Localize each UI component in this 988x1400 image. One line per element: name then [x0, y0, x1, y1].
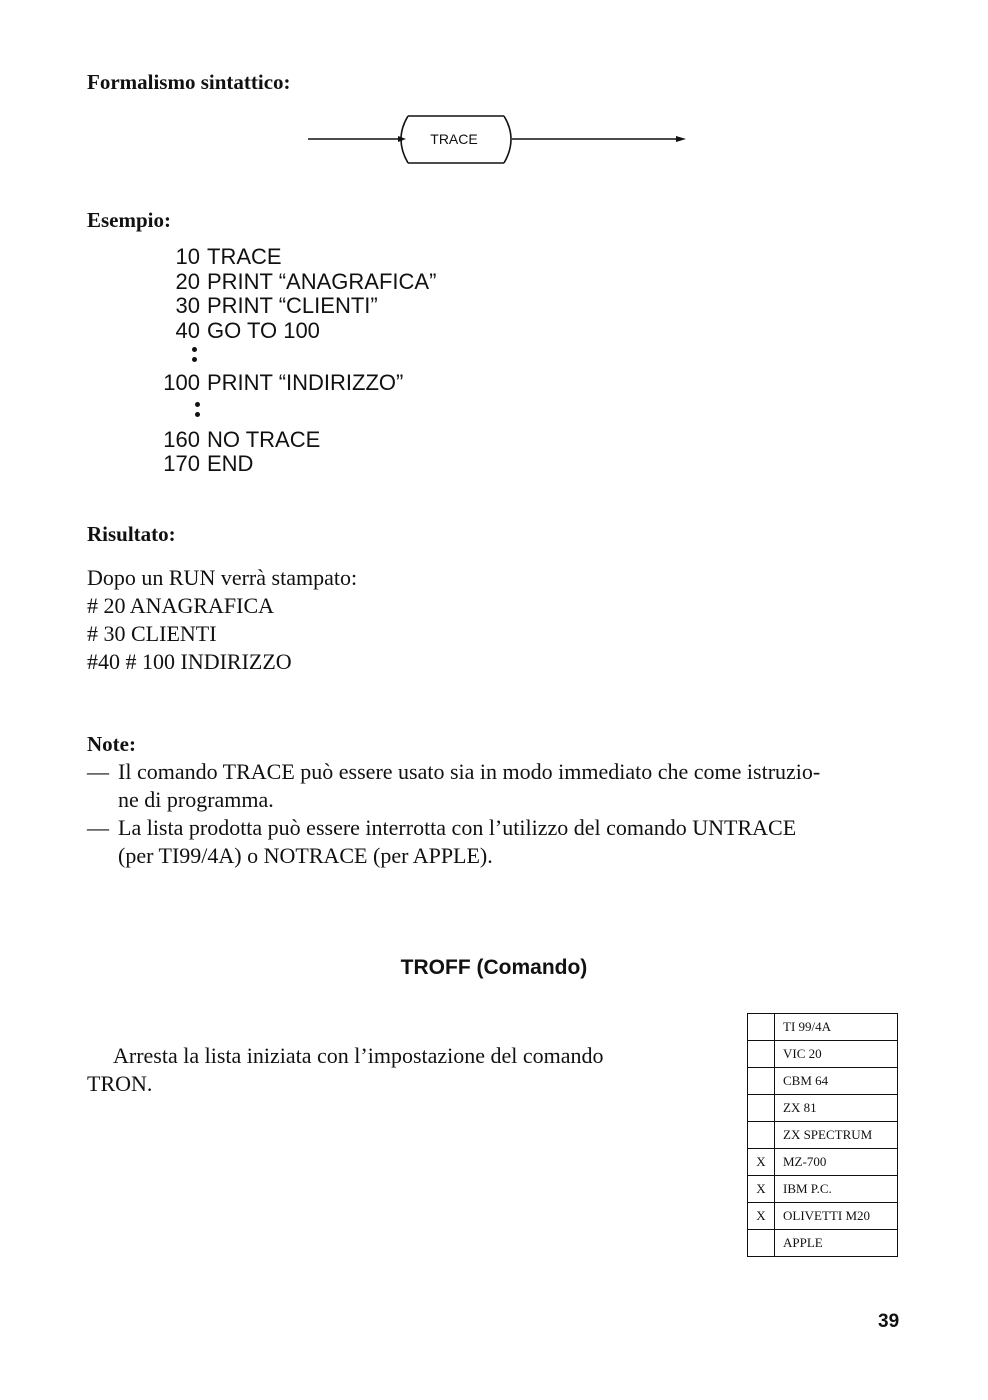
compat-mark [748, 1230, 775, 1257]
table-row [748, 1068, 898, 1095]
result-line: # 20 ANAGRAFICA [87, 593, 275, 618]
section-title: TROFF (Comando) [400, 956, 588, 979]
note-dash: — [87, 759, 109, 784]
table-row [748, 1203, 898, 1230]
compat-mark [748, 1014, 775, 1041]
code-line-text: PRINT “INDIRIZZO” [207, 370, 404, 395]
table-row [748, 1041, 898, 1068]
note-text-cont: ne di programma. [118, 787, 274, 812]
syntax-diagram [300, 112, 700, 168]
code-line-number: 20 [175, 268, 200, 294]
compat-computer: MZ-700 [775, 1149, 898, 1176]
code-line-number: 40 [175, 317, 200, 343]
notes-heading: Note: [87, 732, 136, 756]
result-line: Dopo un RUN verrà stampato: [87, 565, 358, 590]
code-line-number: 30 [175, 293, 200, 318]
code-line-number: 10 [175, 244, 200, 269]
troff-description [87, 1042, 604, 1098]
note-text: La lista prodotta può essere interrotta con l’utilizzo del comando UNTRACE [118, 815, 797, 840]
code-line-number: 170 [163, 451, 200, 476]
note-dash: — [87, 815, 109, 840]
note-item [87, 814, 907, 870]
code-line [160, 294, 436, 319]
compat-computer: VIC 20 [775, 1041, 898, 1068]
troff-desc-line: TRON. [87, 1071, 153, 1096]
note-item [87, 758, 907, 814]
compat-mark: X [748, 1176, 775, 1203]
compat-mark: X [748, 1149, 775, 1176]
compat-mark: X [748, 1203, 775, 1230]
compat-computer: OLIVETTI M20 [775, 1203, 898, 1230]
compat-computer: APPLE [775, 1230, 898, 1257]
code-line [160, 270, 436, 295]
compat-computer: IBM P.C. [775, 1176, 898, 1203]
compat-computer: ZX SPECTRUM [775, 1122, 898, 1149]
compat-mark [748, 1122, 775, 1149]
code-line-text: PRINT “ANAGRAFICA” [207, 268, 437, 294]
result-output [87, 564, 357, 676]
diagram-arrow-out [676, 136, 686, 142]
example-heading: Esempio: [87, 208, 171, 232]
compat-mark [748, 1095, 775, 1122]
result-line: #40 # 100 INDIRIZZO [87, 649, 292, 674]
note-text-cont: (per TI99/4A) o NOTRACE (per APPLE). [118, 843, 493, 868]
compatibility-table [747, 1013, 898, 1257]
ellipsis-dots [195, 402, 436, 428]
code-line [148, 371, 436, 396]
diagram-keyword: TRACE [430, 131, 478, 147]
code-line [160, 319, 436, 344]
compat-mark [748, 1041, 775, 1068]
troff-desc-line: Arresta la lista iniziata con l’impostazione del comando [113, 1043, 604, 1068]
notes-list [87, 758, 907, 870]
code-line [148, 428, 436, 453]
example-code [148, 245, 436, 477]
code-line-text: END [207, 451, 254, 476]
table-row [748, 1149, 898, 1176]
code-line-text: PRINT “CLIENTI” [207, 293, 378, 318]
code-line [160, 245, 436, 270]
code-line-text: TRACE [207, 244, 282, 269]
code-line-number: 160 [163, 426, 200, 452]
syntax-heading: Formalismo sintattico: [87, 70, 291, 94]
code-line-number: 100 [163, 370, 200, 395]
table-row [748, 1230, 898, 1257]
table-row [748, 1014, 898, 1041]
code-line-text: NO TRACE [207, 426, 321, 452]
table-row [748, 1095, 898, 1122]
compat-computer: CBM 64 [775, 1068, 898, 1095]
table-row [748, 1122, 898, 1149]
table-row [748, 1176, 898, 1203]
code-line [148, 452, 436, 477]
code-line-text: GO TO 100 [207, 317, 320, 343]
result-line: # 30 CLIENTI [87, 621, 217, 646]
compat-computer: ZX 81 [775, 1095, 898, 1122]
diagram-arrow-in [398, 136, 406, 142]
diagram-right-paren [504, 116, 511, 163]
page-number: 39 [878, 1311, 900, 1332]
result-heading: Risultato: [87, 522, 176, 546]
compat-computer: TI 99/4A [775, 1014, 898, 1041]
ellipsis-dots [192, 347, 436, 371]
compat-mark [748, 1068, 775, 1095]
note-text: Il comando TRACE può essere usato sia in modo immediato che come istruzio- [118, 759, 821, 784]
